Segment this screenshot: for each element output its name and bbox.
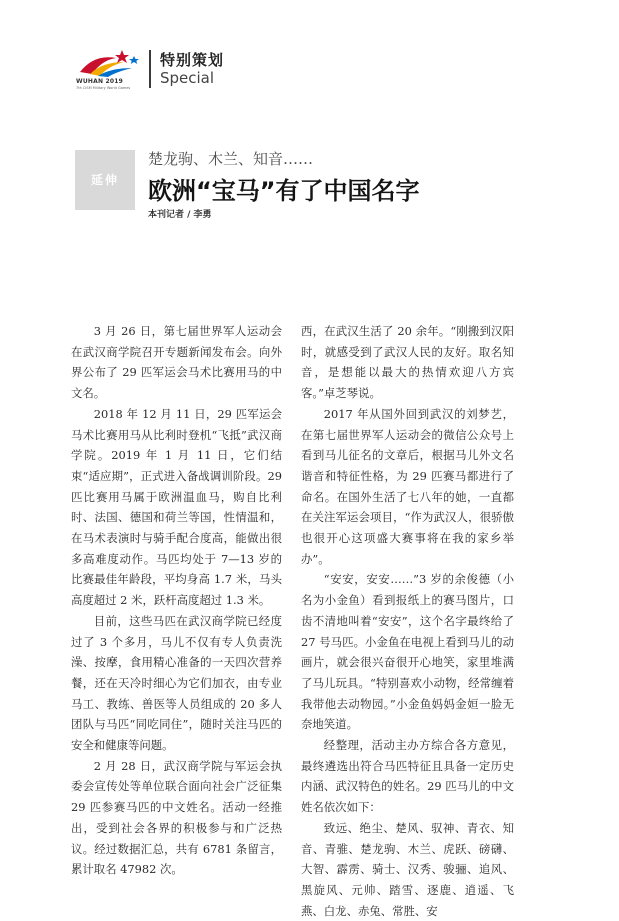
wuhan-2019-logo [76,48,146,94]
paragraph: 致远、绝尘、楚风、驭神、青衣、知音、青骓、楚龙驹、木兰、虎跃、磅礴、大智、霹雳、骑士、汉秀、骏骊、追风、黑旋风、元帅、踏雪、逐鹿、逍遥、飞燕、白龙、赤兔、常胜、安 [301,820,514,918]
section-title-en: Special [160,69,215,87]
military-games-emblem-icon [76,48,146,78]
body-column-right [301,321,514,921]
paragraph: 3 月 26 日，第七届世界军人运动会在武汉商学院召开专题新闻发布会。向外界公布了 29 匹军运会马术比赛用马的中文名。 [71,324,282,401]
article-byline: 本刊记者 / 李勇 [148,210,212,220]
paragraph-continuation: 西，在武汉生活了 20 余年。“刚搬到汉阳时，就感受到了武汉人民的友好。取名知音，是想能以最大的热情欢迎八方宾客。”卓芝琴说。 [301,324,514,401]
article-headline: 欧洲“宝马”有了中国名字 [148,177,420,205]
paragraph: “安安，安安……”3 岁的余俊德（小名为小金鱼）看到报纸上的赛马图片，口齿不清地叫着“安安”，这个名字最终给了 27 号马匹。小金鱼在电视上看到马儿的动画片，就会很兴奋很开心地笑，家里堆满了马儿玩具。“特别喜欢小动物，经常缠着我带他去动物园。”小金鱼妈妈金姮一脸无奈地笑道。 [301,572,514,732]
paragraph: 2 月 28 日，武汉商学院与军运会执委会宣传处等单位联合面向社会广泛征集 29 匹参赛马匹的中文姓名。活动一经推出，受到社会各界的积极参与和广泛热议。经过数据汇总，共有 6781 条留言，累计取名 47982 次。 [71,758,282,877]
paragraph: 2018 年 12 月 11 日，29 匹军运会马术比赛用马从比利时登机“飞抵”武汉商学院。2019 年 1 月 11 日，它们结束“适应期”，正式进入备战调训阶段。29 匹比赛用马属于欧洲温血马，购自比利时、法国、德国和荷兰等国，性情温和，在马术表演时与骑手配合度高，能做出很多高难度动作。马匹均处于 7—13 岁的比赛最佳年龄段，平均身高 1.7 米，马头高度超过 2 米，跃杆高度超过 1.3 米。 [71,406,282,608]
logo-subtext: 7th CISM Military World Games [76,86,131,90]
body-column-left [71,321,282,880]
logo-text: WUHAN 2019 [76,78,123,85]
header-divider [149,50,151,88]
article-tag-box [75,150,135,210]
section-title-cn: 特别策划 [160,51,225,69]
paragraph: 经整理，活动主办方综合各方意见，最终遴选出符合马匹特征且具备一定历史内涵、武汉特色的姓名。29 匹马儿的中文姓名依次如下： [301,738,514,815]
paragraph: 2017 年从国外回到武汉的刘梦艺，在第七届世界军人运动会的微信公众号上看到马儿征名的文章后，根据马儿外文名谐音和特征性格，为 29 匹赛马都进行了命名。在国外生活了七八年的她，一直都在关注军运会项目，“作为武汉人，很骄傲也很开心这项盛大赛事将在我的家乡举办”。 [301,406,514,566]
paragraph: 目前，这些马匹在武汉商学院已经度过了 3 个多月，马儿不仅有专人负责洗澡、按摩，食用精心准备的一天四次营养餐，还在天冷时细心为它们加衣，由专业马工、教练、兽医等人员组成的 20 多人团队与马匹“同吃同住”，随时关注马匹的安全和健康等问题。 [71,613,282,753]
article-kicker: 楚龙驹、木兰、知音…… [148,150,314,168]
article-tag-label: 延伸 [90,173,119,187]
